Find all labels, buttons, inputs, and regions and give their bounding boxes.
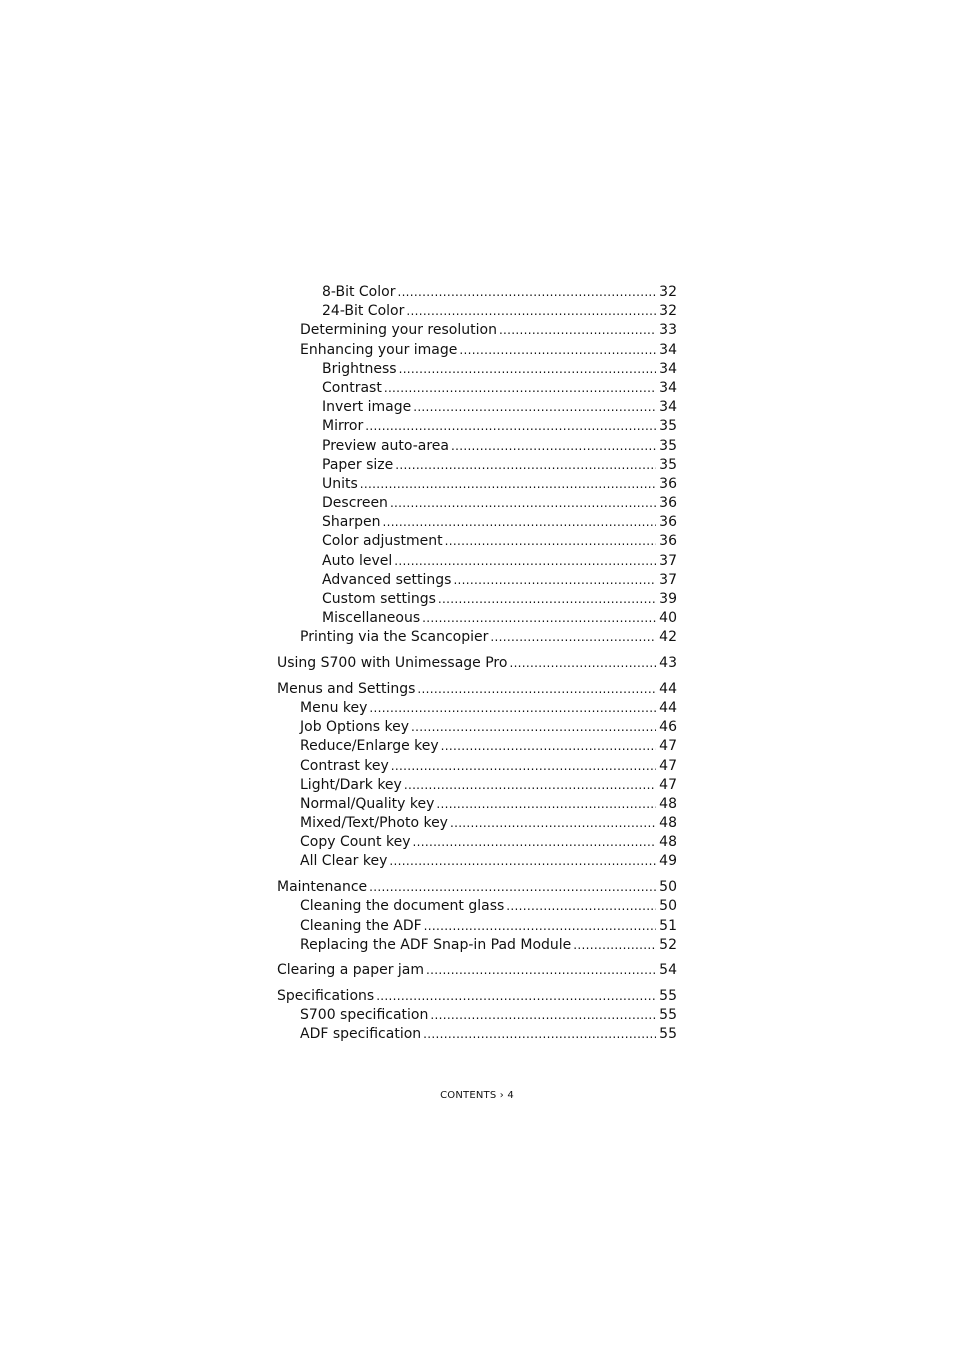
toc-entry[interactable] xyxy=(277,475,677,494)
toc-entry[interactable] xyxy=(277,321,677,340)
toc-entry-page-number: 44 xyxy=(659,699,677,716)
toc-entry-label: Contrast xyxy=(322,379,382,396)
toc-entry-label: Auto level xyxy=(322,552,393,569)
toc-entry[interactable] xyxy=(277,571,677,590)
toc-entry-page-number: 37 xyxy=(659,552,677,569)
toc-entry-page-number: 40 xyxy=(659,610,677,627)
toc-entry-label: Menus and Settings xyxy=(277,680,416,697)
toc-leader-dots xyxy=(394,552,656,571)
toc-leader-dots xyxy=(459,341,656,360)
toc-leader-dots xyxy=(453,571,656,590)
toc-entry[interactable] xyxy=(277,917,677,936)
toc-entry-label: Maintenance xyxy=(277,879,368,896)
toc-entry-page-number: 49 xyxy=(659,853,677,870)
toc-leader-dots xyxy=(390,494,656,513)
toc-leader-dots xyxy=(404,776,656,795)
toc-entry-page-number: 34 xyxy=(659,399,677,416)
toc-entry-label: Sharpen xyxy=(322,514,381,531)
toc-leader-dots xyxy=(450,814,656,833)
toc-entry[interactable] xyxy=(277,878,677,897)
toc-entry[interactable] xyxy=(277,532,677,551)
toc-entry-page-number: 34 xyxy=(659,341,677,358)
toc-entry[interactable] xyxy=(277,302,677,321)
toc-leader-dots xyxy=(360,475,656,494)
toc-leader-dots xyxy=(422,609,656,628)
toc-leader-dots xyxy=(389,852,656,871)
toc-entry[interactable] xyxy=(277,654,677,673)
toc-entry[interactable] xyxy=(277,341,677,360)
toc-entry[interactable] xyxy=(277,718,677,737)
toc-entry[interactable] xyxy=(277,552,677,571)
toc-entry[interactable] xyxy=(277,590,677,609)
toc-leader-dots xyxy=(384,379,656,398)
toc-entry-label: Brightness xyxy=(322,360,397,377)
toc-entry-page-number: 54 xyxy=(659,962,677,979)
toc-entry-label: Color adjustment xyxy=(322,533,443,550)
toc-leader-dots xyxy=(397,283,656,302)
toc-entry-label: All Clear key xyxy=(300,853,388,870)
toc-leader-dots xyxy=(406,302,656,321)
toc-entry-label: Light/Dark key xyxy=(300,776,402,793)
toc-leader-dots xyxy=(490,628,656,647)
toc-entry[interactable] xyxy=(277,897,677,916)
toc-entry-page-number: 34 xyxy=(659,379,677,396)
toc-leader-dots xyxy=(436,795,656,814)
toc-entry-page-number: 47 xyxy=(659,776,677,793)
toc-entry-label: Invert image xyxy=(322,399,412,416)
toc-entry-label: Contrast key xyxy=(300,757,389,774)
toc-entry[interactable] xyxy=(277,699,677,718)
toc-entry-label: Advanced settings xyxy=(322,571,452,588)
toc-leader-dots xyxy=(509,654,656,673)
toc-entry[interactable] xyxy=(277,737,677,756)
toc-entry-page-number: 35 xyxy=(659,418,677,435)
table-of-contents xyxy=(277,283,677,1045)
toc-leader-dots xyxy=(382,513,656,532)
page-footer: CONTENTS › 4 xyxy=(440,1090,514,1101)
toc-entry[interactable] xyxy=(277,609,677,628)
toc-leader-dots xyxy=(426,961,656,980)
toc-leader-dots xyxy=(451,437,656,456)
toc-leader-dots xyxy=(376,987,656,1006)
toc-entry-label: Specifications xyxy=(277,988,375,1005)
toc-entry-page-number: 48 xyxy=(659,795,677,812)
toc-entry-page-number: 33 xyxy=(659,322,677,339)
toc-entry-label: Determining your resolution xyxy=(300,322,497,339)
toc-entry-page-number: 36 xyxy=(659,514,677,531)
toc-entry[interactable] xyxy=(277,852,677,871)
toc-entry-page-number: 51 xyxy=(659,917,677,934)
toc-leader-dots xyxy=(413,833,657,852)
toc-entry-page-number: 43 xyxy=(659,655,677,672)
toc-leader-dots xyxy=(399,360,657,379)
toc-leader-dots xyxy=(417,680,656,699)
toc-entry-page-number: 42 xyxy=(659,629,677,646)
toc-leader-dots xyxy=(369,699,656,718)
toc-entry-label: ADF specification xyxy=(300,1026,422,1043)
toc-entry-label: Mixed/Text/Photo key xyxy=(300,815,448,832)
toc-entry-label: Enhancing your image xyxy=(300,341,458,358)
toc-entry[interactable] xyxy=(277,961,677,980)
toc-entry-page-number: 35 xyxy=(659,437,677,454)
toc-entry-label: Preview auto-area xyxy=(322,437,449,454)
toc-entry-label: 24-Bit Color xyxy=(322,303,405,320)
toc-entry-page-number: 50 xyxy=(659,898,677,915)
toc-entry-label: Units xyxy=(322,475,358,492)
toc-entry[interactable] xyxy=(277,379,677,398)
toc-entry[interactable] xyxy=(277,776,677,795)
toc-entry-page-number: 44 xyxy=(659,680,677,697)
toc-entry-page-number: 39 xyxy=(659,591,677,607)
toc-entry-label: S700 specification xyxy=(300,1007,429,1024)
toc-entry-label: Printing via the Scancopier xyxy=(300,629,489,646)
toc-entry-label: Reduce/Enlarge key xyxy=(300,738,439,755)
toc-entry-label: Miscellaneous xyxy=(322,610,421,627)
toc-entry-label: Cleaning the document glass xyxy=(300,898,505,915)
toc-entry[interactable] xyxy=(277,757,677,776)
toc-entry-label: Job Options key xyxy=(300,719,410,736)
toc-entry-page-number: 32 xyxy=(659,303,677,320)
toc-leader-dots xyxy=(438,590,656,609)
toc-entry-label: Using S700 with Unimessage Pro xyxy=(277,655,508,672)
toc-entry-label: Cleaning the ADF xyxy=(300,917,422,934)
toc-entry[interactable] xyxy=(277,494,677,513)
toc-entry[interactable] xyxy=(277,987,677,1006)
toc-entry-label: Custom settings xyxy=(322,591,436,607)
toc-leader-dots xyxy=(391,757,656,776)
toc-entry[interactable] xyxy=(277,360,677,379)
toc-entry-label: Paper size xyxy=(322,456,394,473)
toc-leader-dots xyxy=(423,1025,656,1044)
toc-entry-page-number: 32 xyxy=(659,284,677,300)
toc-entry-page-number: 47 xyxy=(659,738,677,755)
toc-entry[interactable] xyxy=(277,628,677,647)
toc-leader-dots xyxy=(395,456,656,475)
toc-leader-dots xyxy=(445,532,657,551)
toc-entry-page-number: 55 xyxy=(659,1007,677,1024)
toc-entry[interactable] xyxy=(277,398,677,417)
toc-entry-page-number: 48 xyxy=(659,834,677,851)
toc-entry-label: Copy Count key xyxy=(300,834,411,851)
toc-entry-label: 8-Bit Color xyxy=(322,284,396,300)
toc-entry-page-number: 35 xyxy=(659,456,677,473)
toc-entry-page-number: 36 xyxy=(659,495,677,512)
toc-entry-page-number: 37 xyxy=(659,571,677,588)
toc-leader-dots xyxy=(365,417,656,436)
toc-entry[interactable] xyxy=(277,814,677,833)
toc-entry-page-number: 55 xyxy=(659,988,677,1005)
toc-leader-dots xyxy=(441,737,657,756)
toc-entry-label: Normal/Quality key xyxy=(300,795,435,812)
toc-entry-page-number: 48 xyxy=(659,815,677,832)
toc-entry-page-number: 46 xyxy=(659,719,677,736)
toc-entry-page-number: 34 xyxy=(659,360,677,377)
toc-entry[interactable] xyxy=(277,283,677,302)
toc-leader-dots xyxy=(430,1006,656,1025)
toc-entry[interactable] xyxy=(277,456,677,475)
toc-leader-dots xyxy=(413,398,656,417)
toc-leader-dots xyxy=(506,897,656,916)
toc-leader-dots xyxy=(411,718,656,737)
toc-entry-page-number: 50 xyxy=(659,879,677,896)
toc-leader-dots xyxy=(424,917,657,936)
toc-entry[interactable] xyxy=(277,833,677,852)
toc-entry-label: Clearing a paper jam xyxy=(277,962,425,979)
toc-entry-label: Replacing the ADF Snap-in Pad Module xyxy=(300,936,572,953)
toc-entry[interactable] xyxy=(277,417,677,436)
toc-entry-page-number: 55 xyxy=(659,1026,677,1043)
toc-entry[interactable] xyxy=(277,1025,677,1044)
toc-entry-label: Menu key xyxy=(300,699,368,716)
toc-entry-page-number: 36 xyxy=(659,533,677,550)
toc-entry-page-number: 47 xyxy=(659,757,677,774)
toc-entry[interactable] xyxy=(277,1006,677,1025)
toc-entry[interactable] xyxy=(277,936,677,955)
toc-entry[interactable] xyxy=(277,437,677,456)
toc-entry[interactable] xyxy=(277,795,677,814)
toc-entry-page-number: 36 xyxy=(659,475,677,492)
toc-leader-dots xyxy=(499,321,656,340)
toc-entry[interactable] xyxy=(277,513,677,532)
toc-leader-dots xyxy=(573,936,656,955)
toc-entry-label: Descreen xyxy=(322,495,388,512)
toc-entry-page-number: 52 xyxy=(659,936,677,953)
toc-entry[interactable] xyxy=(277,680,677,699)
toc-leader-dots xyxy=(369,878,656,897)
toc-entry-label: Mirror xyxy=(322,418,364,435)
